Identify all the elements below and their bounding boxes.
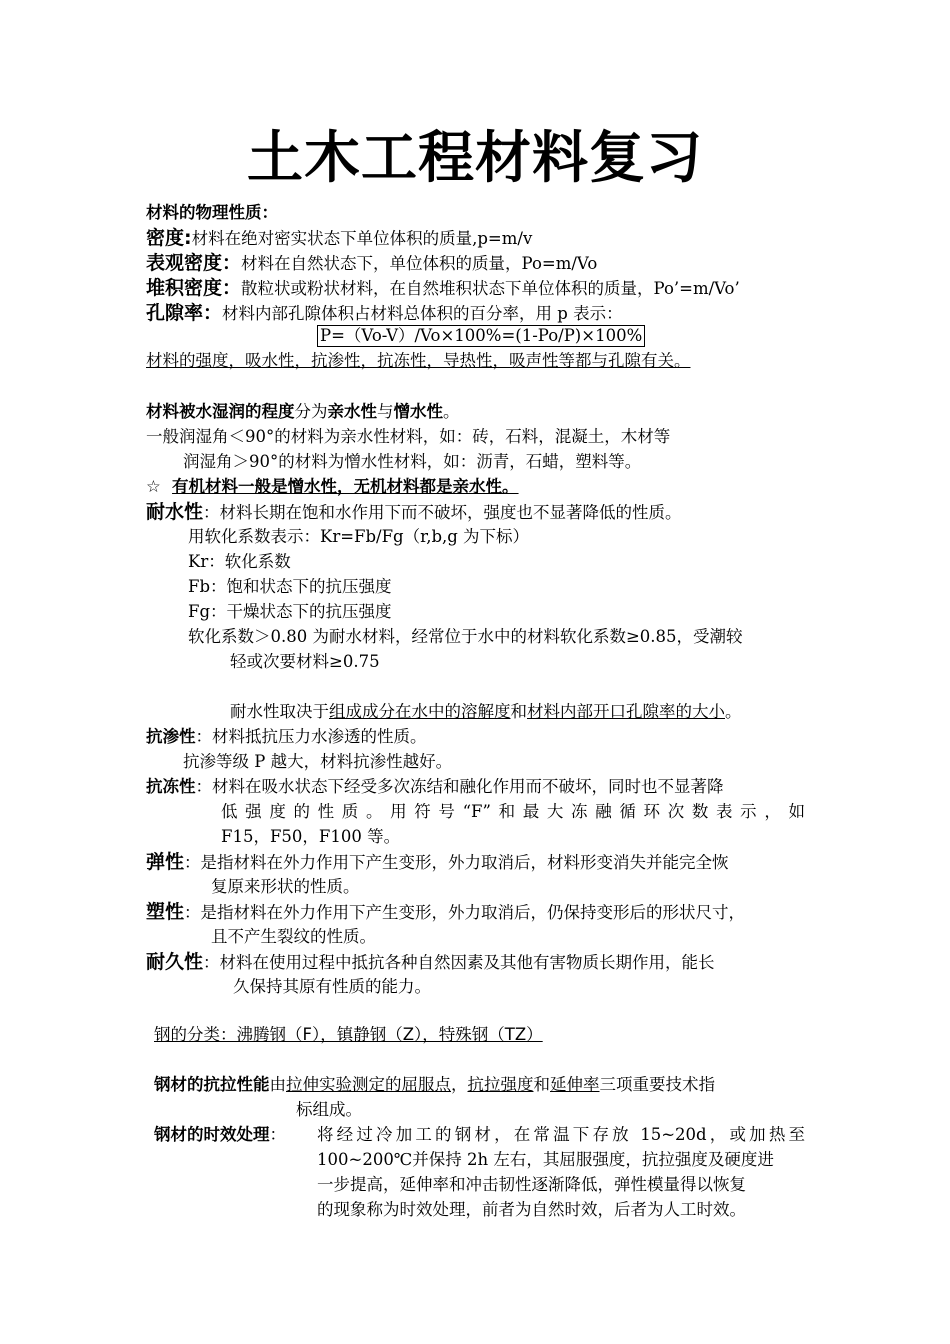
frost-term: 抗冻性 xyxy=(146,777,196,796)
porosity-formula: P=（Vo-V）/Vo×100%=(1-Po/P)×100% xyxy=(317,325,645,347)
steel-aging-term: 钢材的时效处理 xyxy=(154,1125,270,1144)
permeability-grade: 抗渗等级 P 越大，材料抗渗性越好。 xyxy=(183,752,453,771)
aging-line-3: 一步提高，延伸率和冲击韧性逐渐降低，弹性模量得以恢复 xyxy=(317,1175,746,1194)
hydrophobic-term: 憎水性 xyxy=(393,402,443,421)
durability-text: ：材料在使用过程中抵抗各种自然因素及其他有害物质长期作用，能长 xyxy=(203,953,715,972)
elasticity-cont: 复原来形状的性质。 xyxy=(211,877,360,896)
steel-classification-text: 钢的分类：沸腾钢（F），镇静钢（Z），特殊钢（TZ） xyxy=(154,1025,543,1044)
wetting-angle-hydrophobic: 润湿角＞90°的材料为憎水性材料，如：沥青，石蜡，塑料等。 xyxy=(183,452,642,471)
durability-term: 耐久性 xyxy=(146,951,204,973)
tensile-strength: 抗拉强度 xyxy=(467,1075,534,1094)
hydrophilic-term: 亲水性 xyxy=(327,402,377,421)
durability-cont: 久保持其原有性质的能力。 xyxy=(233,977,431,996)
aging-line-4: 的现象称为时效处理，前者为自然时效，后者为人工时效。 xyxy=(317,1200,746,1219)
aging-line-2: 100~200℃并保持 2h 左右，其屈服强度，抗拉强度及硬度进 xyxy=(317,1150,774,1169)
elongation: 延伸率 xyxy=(550,1075,600,1094)
open-porosity-factor: 材料内部开口孔隙率的大小 xyxy=(527,702,725,721)
porosity-line xyxy=(146,302,623,325)
apparent-density-text: 材料在自然状态下，单位体积的质量，Po=m/Vo xyxy=(241,254,598,273)
bulk-density-term: 堆积密度： xyxy=(146,277,242,299)
fg-definition: Fg：干燥状态下的抗压强度 xyxy=(188,602,392,621)
plasticity-cont: 且不产生裂纹的性质。 xyxy=(211,927,376,946)
porosity-term: 孔隙率： xyxy=(146,302,223,324)
wetting-line xyxy=(146,401,460,423)
tensile-suffix: 三项重要技术指 xyxy=(599,1075,715,1094)
aging-line-1: 将经过冷加工的钢材，在常温下存放 15~20d，或加热至 xyxy=(317,1125,805,1144)
wetting-period: 。 xyxy=(443,402,460,421)
tensile-comma: ， xyxy=(451,1075,468,1094)
aging-colon: ： xyxy=(269,1125,286,1144)
plasticity-line xyxy=(146,901,745,924)
softening-criteria-cont: 轻或次要材料≥0.75 xyxy=(230,652,380,671)
water-resistance-line xyxy=(146,501,682,524)
depends-period: 。 xyxy=(725,702,742,721)
frost-text: ：材料在吸水状态下经受多次冻结和融化作用而不破坏，同时也不显著降 xyxy=(195,777,724,796)
porosity-note: 材料的强度，吸水性，抗渗性，抗冻性，导热性，吸声性等都与孔隙有关。 xyxy=(146,351,691,370)
plasticity-text: ：是指材料在外力作用下产生变形，外力取消后，仍保持变形后的形状尺寸， xyxy=(184,903,746,922)
organic-note-line xyxy=(146,476,519,498)
depends-and: 和 xyxy=(510,702,527,721)
steel-classification xyxy=(154,1024,543,1046)
tensile-by: 由 xyxy=(269,1075,286,1094)
plasticity-term: 塑性 xyxy=(146,901,185,923)
durability-line xyxy=(146,951,715,974)
apparent-density-line xyxy=(146,252,597,275)
star-icon: ☆ xyxy=(146,477,161,496)
steel-aging-term-line xyxy=(154,1124,286,1146)
wetting-degree: 材料被水湿润的程度 xyxy=(146,402,295,421)
depends-prefix: 耐水性取决于 xyxy=(230,702,329,721)
softening-criteria: 软化系数＞0.80 为耐水材料，经常位于水中的材料软化系数≥0.85，受潮较 xyxy=(188,627,743,646)
elasticity-line xyxy=(146,851,729,874)
water-resistance-text: ：材料长期在饱和水作用下而不破坏，强度也不显著降低的性质。 xyxy=(203,503,682,522)
tensile-and: 和 xyxy=(533,1075,550,1094)
wetting-divided: 分为 xyxy=(294,402,328,421)
fb-definition: Fb：饱和状态下的抗压强度 xyxy=(188,577,392,596)
density-text: 材料在绝对密实状态下单位体积的质量,p=m/v xyxy=(191,229,533,248)
porosity-text: 材料内部孔隙体积占材料总体积的百分率，用 p 表示： xyxy=(222,304,623,323)
density-line xyxy=(146,227,532,250)
steel-tensile-line xyxy=(154,1074,715,1096)
elasticity-text: ：是指材料在外力作用下产生变形，外力取消后，材料形变消失并能完全恢 xyxy=(184,853,729,872)
kr-definition: Kr：软化系数 xyxy=(188,552,291,571)
water-resistance-term: 耐水性 xyxy=(146,501,204,523)
wetting-angle-hydrophilic: 一般润湿角＜90°的材料为亲水性材料，如：砖，石料，混凝土，木材等 xyxy=(146,427,671,446)
permeability-text: ：材料抵抗压力水渗透的性质。 xyxy=(195,727,427,746)
yield-point: 拉伸实验测定的屈服点 xyxy=(286,1075,451,1094)
wetting-and: 与 xyxy=(377,402,394,421)
permeability-line xyxy=(146,726,427,748)
elasticity-term: 弹性 xyxy=(146,851,185,873)
bulk-density-line xyxy=(146,277,740,300)
frost-cont-1: 低强度的性质。用符号“F”和最大冻融循环次数表示，如 xyxy=(221,802,805,821)
solubility-factor: 组成成分在水中的溶解度 xyxy=(329,702,511,721)
steel-tensile-term: 钢材的抗拉性能 xyxy=(154,1075,270,1094)
softening-formula: 用软化系数表示：Kr=Fb/Fg（r,b,g 为下标） xyxy=(188,527,530,546)
frost-cont-2: F15，F50，F100 等。 xyxy=(221,827,401,846)
permeability-term: 抗渗性 xyxy=(146,727,196,746)
organic-note: 有机材料一般是憎水性，无机材料都是亲水性。 xyxy=(172,477,519,496)
section-heading-physical: 材料的物理性质： xyxy=(146,203,278,222)
bulk-density-text: 散粒状或粉状材料，在自然堆积状态下单位体积的质量，Po’=m/Vo’ xyxy=(241,279,740,298)
page-title: 土木工程材料复习 xyxy=(247,126,703,191)
apparent-density-term: 表观密度： xyxy=(146,252,242,274)
frost-line xyxy=(146,776,724,798)
density-term: 密度: xyxy=(146,227,192,249)
steel-tensile-cont: 标组成。 xyxy=(296,1100,362,1119)
water-resistance-depends xyxy=(230,701,742,723)
